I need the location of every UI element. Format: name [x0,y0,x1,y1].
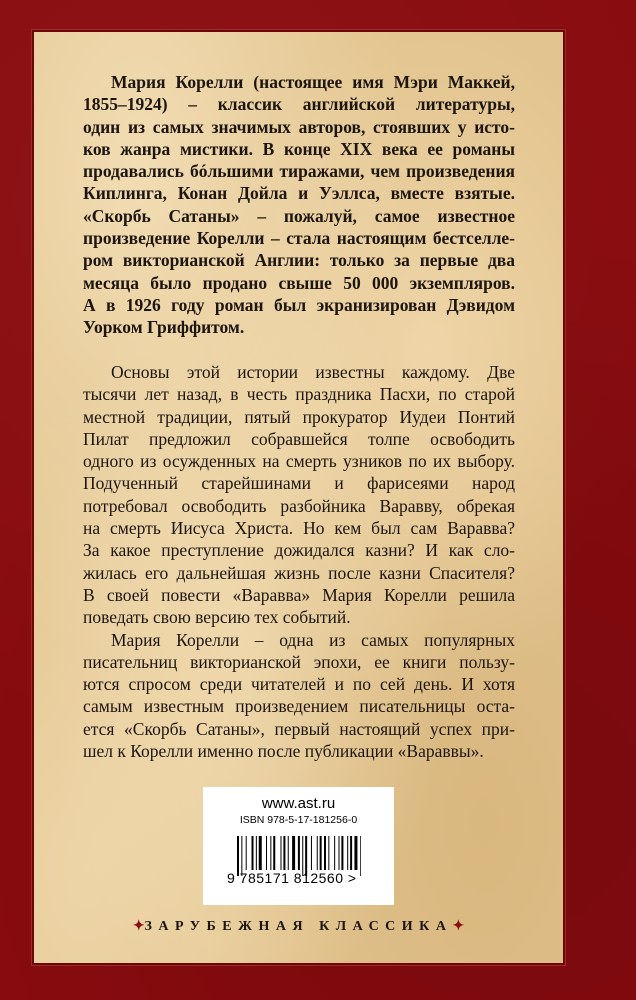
barcode-bar [328,836,329,870]
text-line: писательниц викторианской эпохи, ее книги пользу- [83,651,515,672]
text-line: шел к Корелли именно после публикации «Вараввы». [83,741,484,762]
text-line: ются спросом среди читателей и по сей день. И хотя [83,674,515,695]
barcode-bar [320,836,322,870]
text-line: В своей повести «Варавва» Мария Корелли решила [83,584,515,605]
barcode-bar [347,836,348,870]
text-line: Киплинга, Конан Дойла и Уэллса, вместе взятые. [83,183,515,204]
text-line: на смерть Иисуса Христа. Но кем был сам Варавва? [83,518,515,539]
text-line: поведать свою версию тех событий. [83,607,351,628]
text-line: тысячи лет назад, в честь праздника Пасхи, по старой [83,384,515,405]
barcode-bar [266,836,267,870]
barcode-bar [317,836,318,870]
text-line: Уорком Гриффитом. [83,317,245,338]
barcode-bar [288,836,289,870]
ornament-icon: ✦ [132,919,145,934]
publisher-url: www.ast.ru [261,795,336,812]
barcode-bar [341,836,343,870]
barcode-bar [256,836,257,870]
barcode-bar [283,836,285,870]
text-line: самым известным произведением писательницы оста- [83,696,515,717]
text-line: одного из осужденных на смерть узников по их выбору. [83,451,515,472]
barcode-bar [354,836,357,870]
text-line: ром викторианской Англии: только за первые два [83,250,515,271]
text-line: жилась его дальнейшая жизнь после казни Спасителя? [83,562,515,583]
text-line: продавались бóльшими тиражами, чем произведения [83,161,515,182]
barcode-box [203,787,394,905]
text-line: произведение Корелли – стала настоящим бестселле- [83,228,515,249]
barcode-bar [273,836,275,870]
text-line: потребовал освободить разбойника Варавву, обрекая [83,495,515,516]
text-line: один из самых значимых авторов, стоявших у исто- [83,116,515,137]
text-line: ется «Скорбь Сатаны», первый настоящий успех при- [83,718,515,739]
barcode-bar [281,836,282,870]
isbn: ISBN 978-5-17-181256-0 [239,814,358,826]
text-line: Пилат предложил собравшейся толпе освободить [83,428,515,449]
text-line: «Скорбь Сатаны» – пожалуй, самое известное [83,205,515,226]
barcode-bar [259,836,262,870]
author-bio-paragraph [83,71,515,339]
barcode-bar [339,836,340,870]
barcode-bar [298,836,300,870]
ornament-icon: ✦ [452,919,465,934]
barcode-digits: 9 785171 812560 > [227,870,357,886]
barcode-bar [311,836,312,870]
text-line: 1855–1924) – классик английской литературы, [83,94,515,115]
description-paragraphs [83,361,515,762]
barcode-bar [350,836,352,870]
text-line: Мария Корелли – одна из самых популярных [111,629,515,650]
text-line: Основы этой истории известны каждому. Две [111,362,515,382]
text-line: месяца было продано свыше 50 000 экземпляров. [83,272,515,293]
barcode-bar [360,836,361,876]
barcode-bar [246,836,247,870]
barcode-bar [324,836,326,870]
barcode-bar [252,836,254,870]
text-line: Мария Корелли (настоящее имя Мэри Маккей, [111,72,515,92]
barcode-bar [292,836,295,870]
barcode-bar [270,836,271,870]
series-title [32,918,565,935]
barcode-bar [334,836,335,870]
text-line: ков жанра мистики. В конце XIX века ее романы [83,138,515,159]
text-line: Подученный старейшинами и фарисеями народ [83,473,515,494]
text-line: местной традиции, пятый прокуратор Иудеи Понтий [83,406,515,427]
text-line: А в 1926 году роман был экранизирован Дэвидом [83,294,515,315]
series-name: ЗАРУБЕЖНАЯ КЛАССИКА [144,919,453,934]
text-line: За какое преступление дожидался казни? И как сло- [83,540,515,561]
